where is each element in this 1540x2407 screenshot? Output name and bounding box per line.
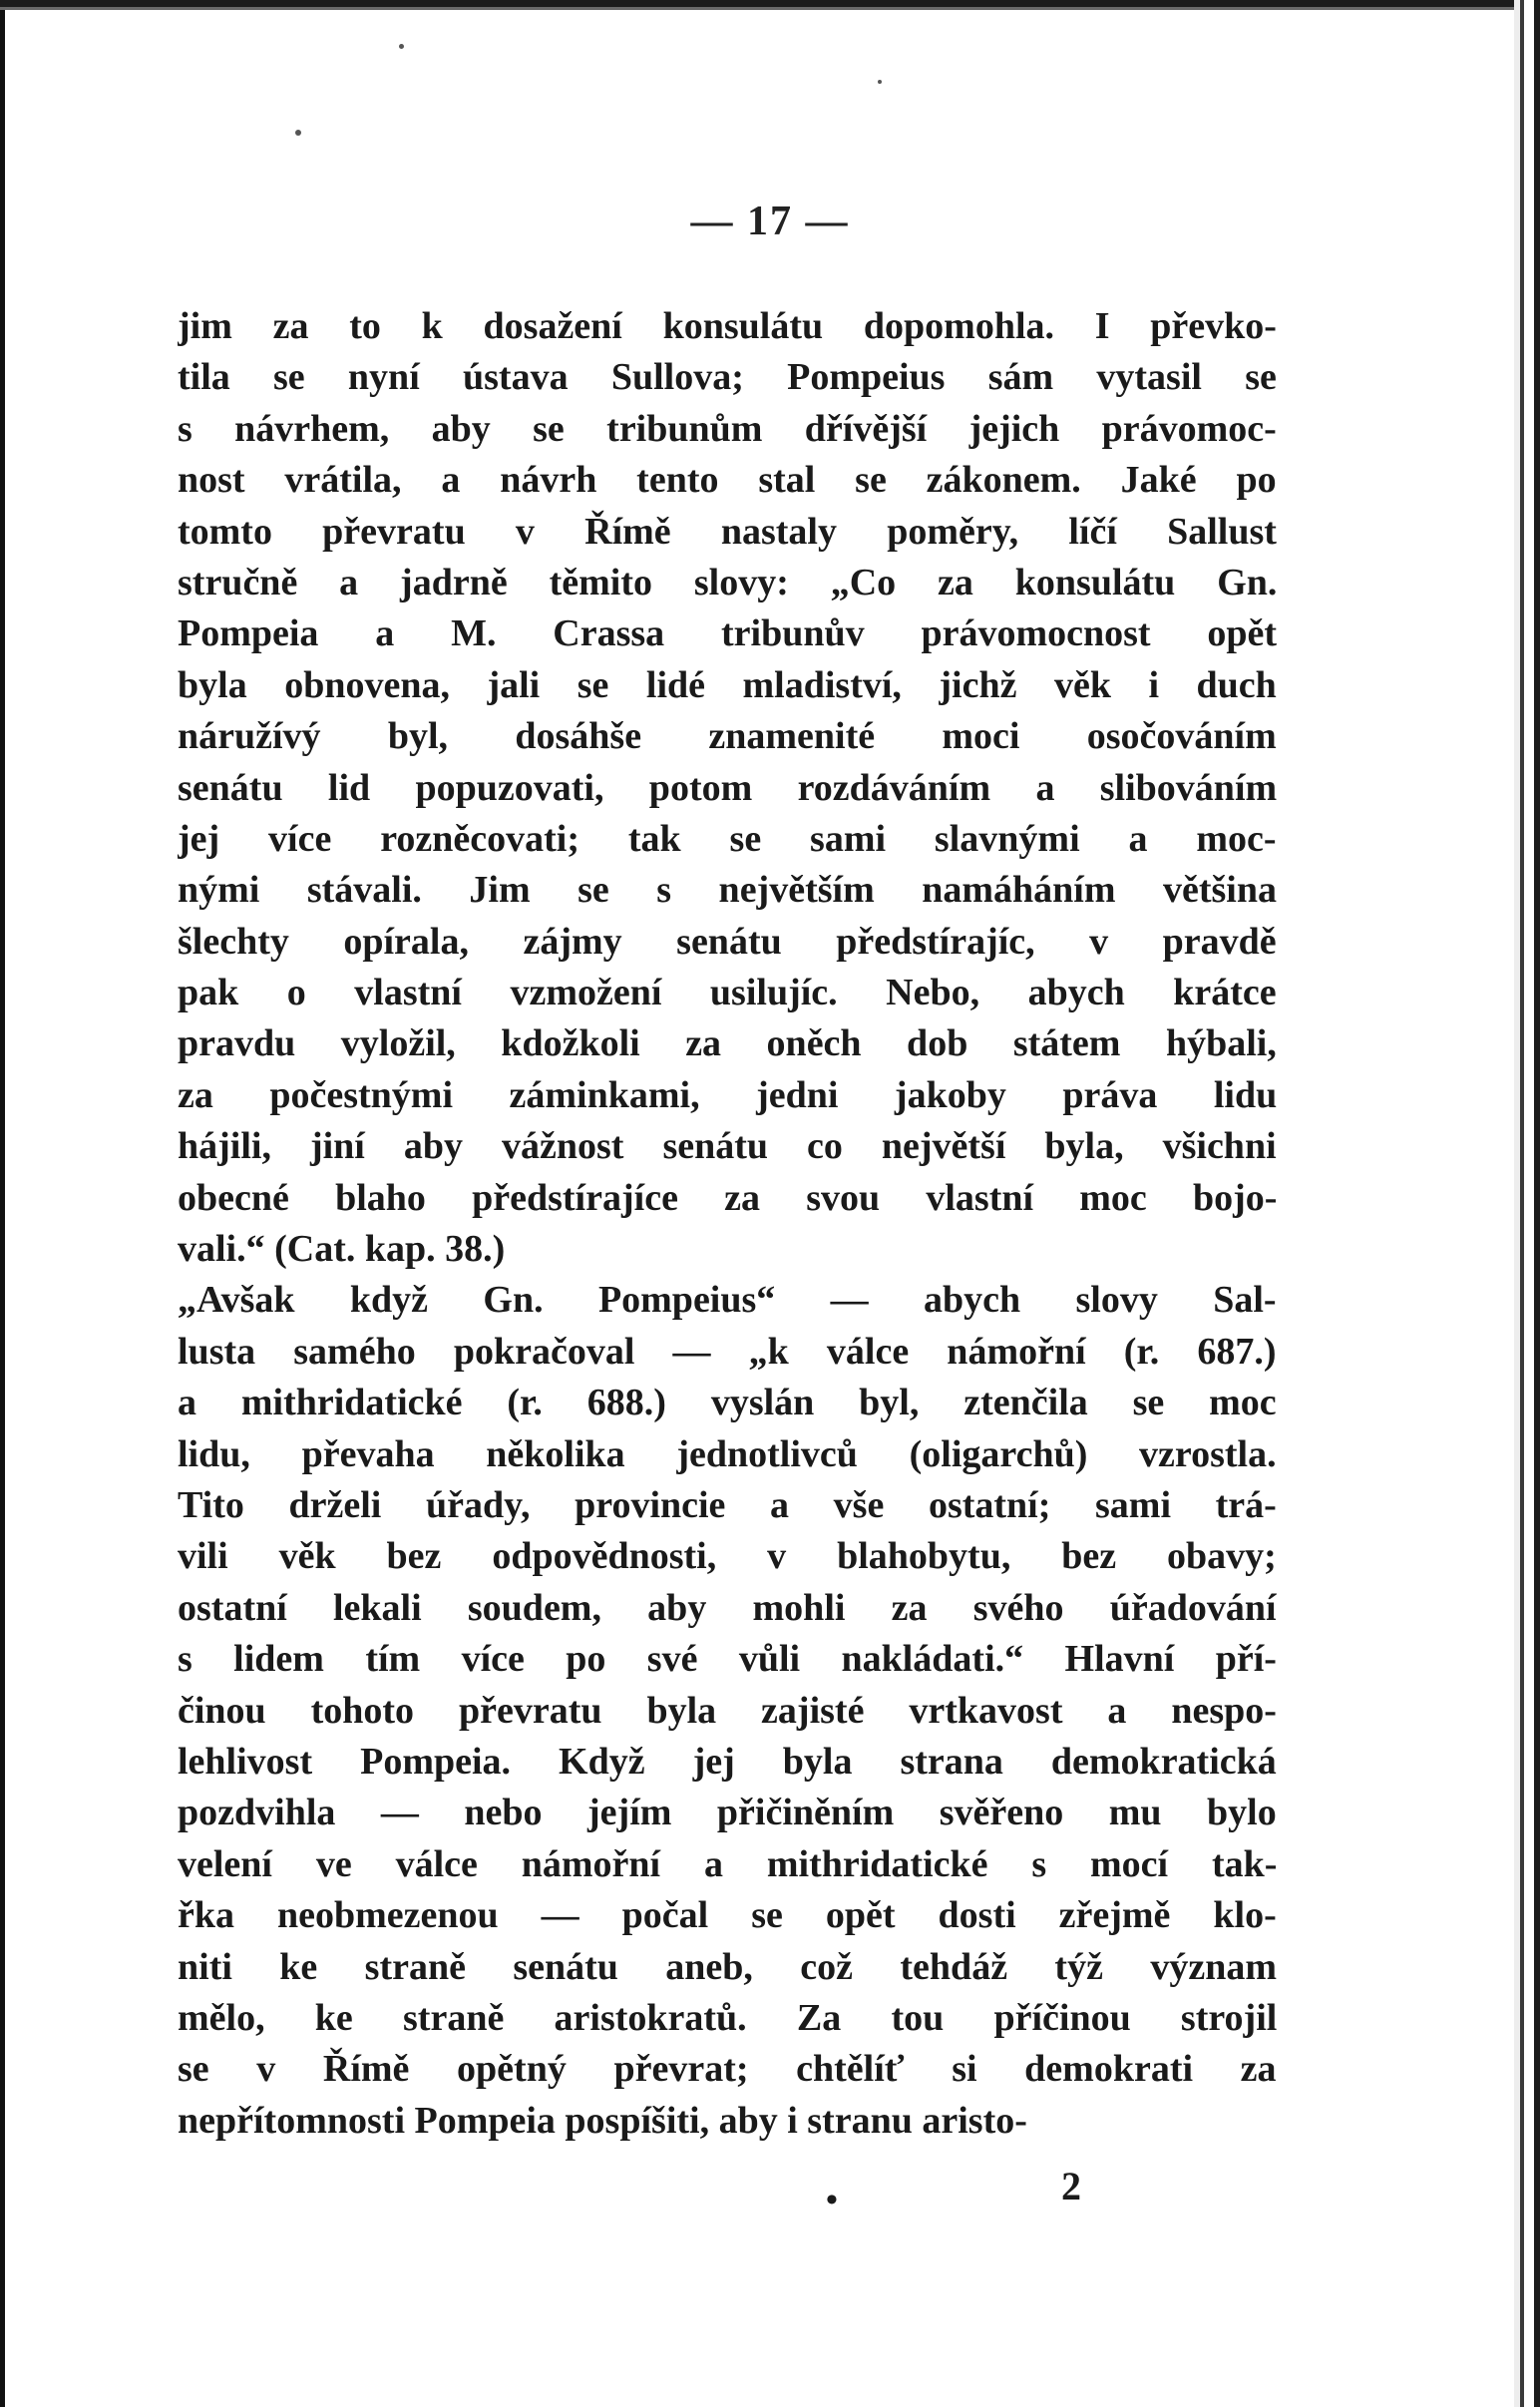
text-line: nými stávali. Jim se s největším namáháním většina — [178, 869, 1277, 912]
text-line: pak o vlastní vzmožení usilujíc. Nebo, abych krátce — [178, 972, 1277, 1014]
text-line: Pompeia a M. Crassa tribunův právomocnost opět — [178, 612, 1277, 655]
text-line: šlechty opírala, zájmy senátu předstírajíc, v pravdě — [178, 920, 1277, 963]
text-line: náružívý byl, dosáhše znamenité moci osočováním — [178, 715, 1277, 758]
text-line: vali.“ (Cat. kap. 38.) — [178, 1228, 506, 1271]
text-line: pozdvihla — nebo jejím přičiněním svěřeno mu bylo — [178, 1792, 1277, 1834]
text-line: nost vrátila, a návrh tento stal se zákonem. Jaké po — [178, 459, 1277, 502]
scan-speck — [878, 80, 882, 84]
text-line: senátu lid popuzovati, potom rozdáváním a slibováním — [178, 766, 1277, 809]
text-line: a mithridatické (r. 688.) vyslán byl, ztenčila se moc — [178, 1382, 1277, 1424]
text-line: vili věk bez odpovědnosti, v blahobytu, bez obavy; — [178, 1535, 1277, 1578]
text-line: tomto převratu v Římě nastaly poměry, líčí Sallust — [178, 510, 1277, 553]
scan-border-top — [0, 0, 1540, 10]
text-line: ostatní lekali soudem, aby mohli za svého úřadování — [178, 1586, 1277, 1629]
signature-dot: • — [826, 2182, 838, 2218]
scan-speck — [295, 130, 301, 136]
text-line: lusta samého pokračoval — „k válce námořní (r. 687.) — [178, 1330, 1277, 1373]
text-line: za počestnými záminkami, jedni jakoby práva lidu — [178, 1073, 1277, 1116]
text-line: s návrhem, aby se tribunům dřívější jejich právomoc- — [178, 407, 1277, 450]
text-line: niti ke straně senátu aneb, což tehdáž týž význam — [178, 1945, 1277, 1988]
text-line: řka neobmezenou — počal se opět dosti zřejmě klo- — [178, 1894, 1277, 1937]
signature-mark: 2 — [1061, 2164, 1081, 2208]
text-line: stručně a jadrně těmito slovy: „Co za konsulátu Gn. — [178, 561, 1277, 603]
text-line: se v Římě opětný převrat; chtělíť si demokrati za — [178, 2048, 1277, 2091]
text-line: nepřítomnosti Pompeia pospíšiti, aby i stranu aristo- — [178, 2099, 1027, 2142]
text-line: jej více rozněcovati; tak se sami slavnými a moc- — [178, 817, 1277, 860]
text-line: velení ve válce námořní a mithridatické s mocí tak- — [178, 1842, 1277, 1885]
text-line: činou tohoto převratu byla zajisté vrtkavost a nespo- — [178, 1689, 1277, 1732]
text-line: obecné blaho předstírajíce za svou vlastní moc bojo- — [178, 1176, 1277, 1219]
text-line: byla obnovena, jali se lidé mladiství, jichž věk i duch — [178, 663, 1277, 706]
scan-speck — [399, 44, 404, 49]
text-line: jim za to k dosažení konsulátu dopomohla. I převko- — [178, 305, 1277, 347]
text-line: „Avšak když Gn. Pompeius“ — abych slovy Sal- — [178, 1279, 1277, 1322]
body-text — [178, 301, 1277, 2147]
text-line: lehlivost Pompeia. Když jej byla strana demokratická — [178, 1740, 1277, 1783]
scan-border-right — [1514, 0, 1540, 2407]
text-line: Tito drželi úřady, provincie a vše ostatní; sami trá- — [178, 1483, 1277, 1526]
text-line: pravdu vyložil, kdožkoli za oněch dob státem hýbali, — [178, 1022, 1277, 1065]
text-line: tila se nyní ústava Sullova; Pompeius sám vytasil se — [178, 356, 1277, 399]
text-line: hájili, jiní aby vážnost senátu co největší byla, všichni — [178, 1125, 1277, 1168]
text-line: mělo, ke straně aristokratů. Za tou příčinou strojil — [178, 1996, 1277, 2039]
text-line: lidu, převaha několika jednotlivců (oligarchů) vzrostla. — [178, 1432, 1277, 1475]
scan-border-left — [0, 0, 5, 2407]
text-line: s lidem tím více po své vůli nakládati.“ Hlavní pří- — [178, 1638, 1277, 1681]
page-number: — 17 — — [690, 199, 850, 244]
